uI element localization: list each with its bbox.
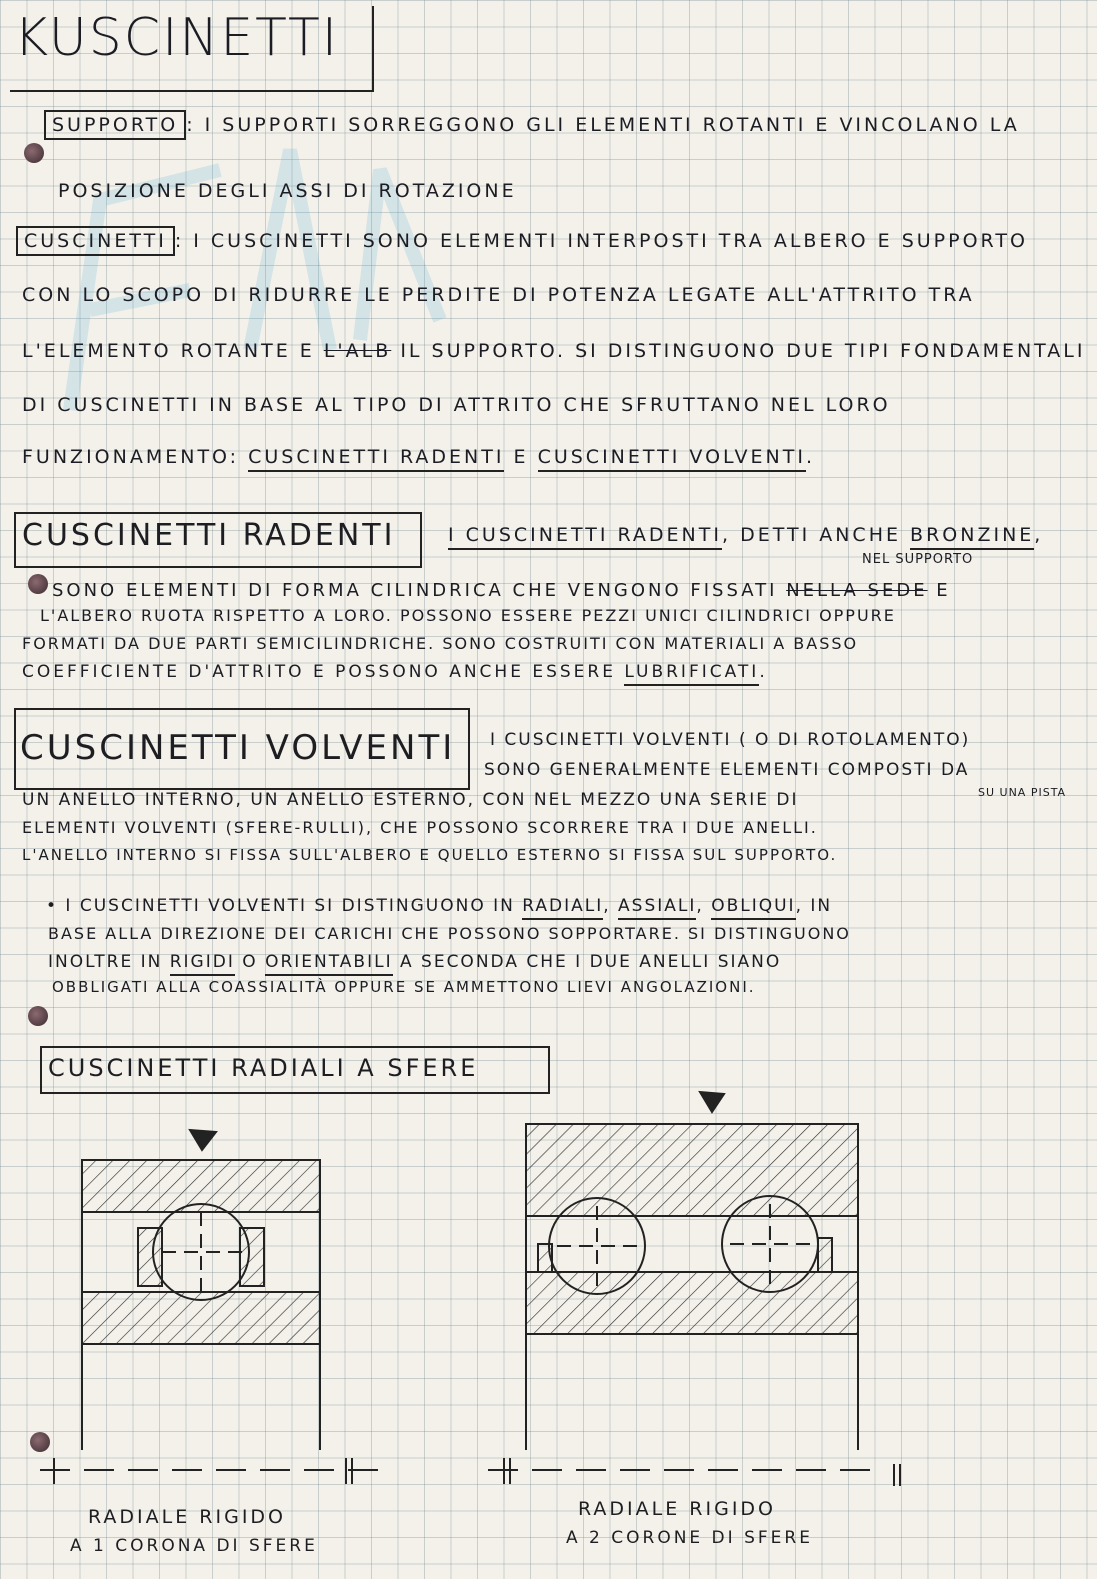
rigidi-term: RIGIDI	[170, 952, 235, 976]
obliqui-term: OBLIQUI	[711, 896, 795, 920]
volventi-b3c: A SECONDA CHE I DUE ANELLI SIANO	[400, 952, 782, 972]
volventi-line-5: L'ANELLO INTERNO SI FISSA SULL'ALBERO E QUELLO ESTERNO SI FISSA SUL SUPPORTO.	[22, 846, 838, 864]
radenti-text-1c: ,	[1034, 524, 1044, 546]
caption-2-line-2: A 2 CORONE DI SFERE	[566, 1528, 813, 1548]
volventi-bullet-line-2: BASE ALLA DIREZIONE DEI CARICHI CHE POSSONO SOPPORTARE. SI DISTINGUONO	[48, 924, 851, 943]
cuscinetti-volventi-link: CUSCINETTI VOLVENTI	[538, 446, 806, 472]
volventi-insert: SU UNA PISTA	[978, 786, 1067, 799]
radenti-text-1u: I CUSCINETTI RADENTI	[448, 524, 722, 550]
cuscinetti-text-3-strike: L'ALB	[323, 340, 392, 362]
bronzine-term: BRONZINE	[910, 524, 1034, 550]
cuscinetti-text-5c: .	[805, 446, 816, 468]
volventi-b1b: , IN	[795, 896, 833, 916]
cuscinetti-line-4: DI CUSCINETTI IN BASE AL TIPO DI ATTRITO CHE SFRUTTANO NEL LORO	[22, 394, 891, 416]
cuscinetti-text-5b: E	[513, 446, 529, 468]
orientabili-term: ORIENTABILI	[265, 952, 393, 976]
radenti-line-3: L'ALBERO RUOTA RISPETTO A LORO. POSSONO ESSERE PEZZI UNICI CILINDRICI OPPURE	[40, 606, 896, 625]
hole-punch-icon	[30, 1432, 50, 1452]
volventi-line-3: UN ANELLO INTERNO, UN ANELLO ESTERNO, CON NEL MEZZO UNA SERIE DI	[22, 790, 799, 810]
volventi-line-2: SONO GENERALMENTE ELEMENTI COMPOSTI DA	[484, 760, 970, 780]
caption-1-line-1: RADIALE RIGIDO	[88, 1506, 287, 1528]
volventi-line-1: I CUSCINETTI VOLVENTI ( O DI ROTOLAMENTO)	[490, 730, 971, 750]
cuscinetti-text-3a: L'ELEMENTO ROTANTE E	[22, 340, 315, 362]
lubrificati-term: LUBRIFICATI	[624, 662, 759, 686]
volventi-line-4: ELEMENTI VOLVENTI (SFERE-RULLI), CHE POSSONO SCORRERE TRA I DUE ANELLI.	[22, 818, 818, 837]
cuscinetti-text-3b: IL SUPPORTO. SI DISTINGUONO DUE TIPI FONDAMENTALI	[400, 340, 1086, 362]
cuscinetti-text-5a: FUNZIONAMENTO:	[22, 446, 240, 468]
radenti-line-4: FORMATI DA DUE PARTI SEMICILINDRICHE. SONO COSTRUITI CON MATERIALI A BASSO	[22, 634, 859, 653]
volventi-bullet-line-4: OBBLIGATI ALLA COASSIALITÀ OPPURE SE AMMETTONO LIEVI ANGOLAZIONI.	[52, 978, 756, 996]
radenti-text-5a: COEFFICIENTE D'ATTRITO E POSSONO ANCHE ESSERE	[22, 662, 616, 682]
radenti-text-2a: SONO ELEMENTI DI FORMA CILINDRICA CHE VENGONO FISSATI	[52, 580, 778, 601]
cuscinetti-line-2: CON LO SCOPO DI RIDURRE LE PERDITE DI POTENZA LEGATE ALL'ATTRITO TRA	[22, 284, 975, 306]
volventi-b3b: O	[242, 952, 258, 972]
cuscinetti-radenti-link: CUSCINETTI RADENTI	[248, 446, 504, 472]
volventi-bullet-line-1: • I CUSCINETTI VOLVENTI SI DISTINGUONO IN RADIALI, ASSIALI, OBLIQUI, IN	[46, 896, 832, 916]
radiali-title: CUSCINETTI RADIALI A SFERE	[48, 1054, 479, 1082]
cuscinetti-text-1: : I CUSCINETTI SONO ELEMENTI INTERPOSTI TRA ALBERO E SUPPORTO	[174, 230, 1028, 252]
bearing-double-row-drawing	[488, 1092, 900, 1486]
radenti-text-2b: E	[936, 580, 951, 601]
volventi-b3a: INOLTRE IN	[48, 952, 163, 972]
supporto-text-1: : I SUPPORTI SORREGGONO GLI ELEMENTI ROTANTI E VINCOLANO LA	[186, 114, 1020, 136]
supporto-label: SUPPORTO	[44, 110, 186, 140]
page-title: KUSCINETTI	[14, 8, 340, 68]
radenti-text-1b: , DETTI ANCHE	[721, 524, 901, 546]
radenti-insert: NEL SUPPORTO	[862, 552, 974, 567]
radiali-term: RADIALI	[522, 896, 603, 920]
bearing-single-row-drawing	[40, 1130, 380, 1484]
assiali-term: ASSIALI	[618, 896, 696, 920]
volventi-title: CUSCINETTI VOLVENTI	[20, 728, 456, 768]
volventi-b1a: • I CUSCINETTI VOLVENTI SI DISTINGUONO IN	[46, 896, 515, 916]
supporto-line-2: POSIZIONE DEGLI ASSI DI ROTAZIONE	[58, 180, 517, 202]
radenti-title: CUSCINETTI RADENTI	[22, 518, 396, 553]
radenti-text-5b: .	[759, 662, 768, 682]
caption-1-line-2: A 1 CORONA DI SFERE	[70, 1536, 318, 1556]
cuscinetti-label: CUSCINETTI	[16, 226, 175, 256]
radenti-text-2-strike: NELLA SEDE	[786, 580, 928, 601]
caption-2-line-1: RADIALE RIGIDO	[578, 1498, 777, 1520]
